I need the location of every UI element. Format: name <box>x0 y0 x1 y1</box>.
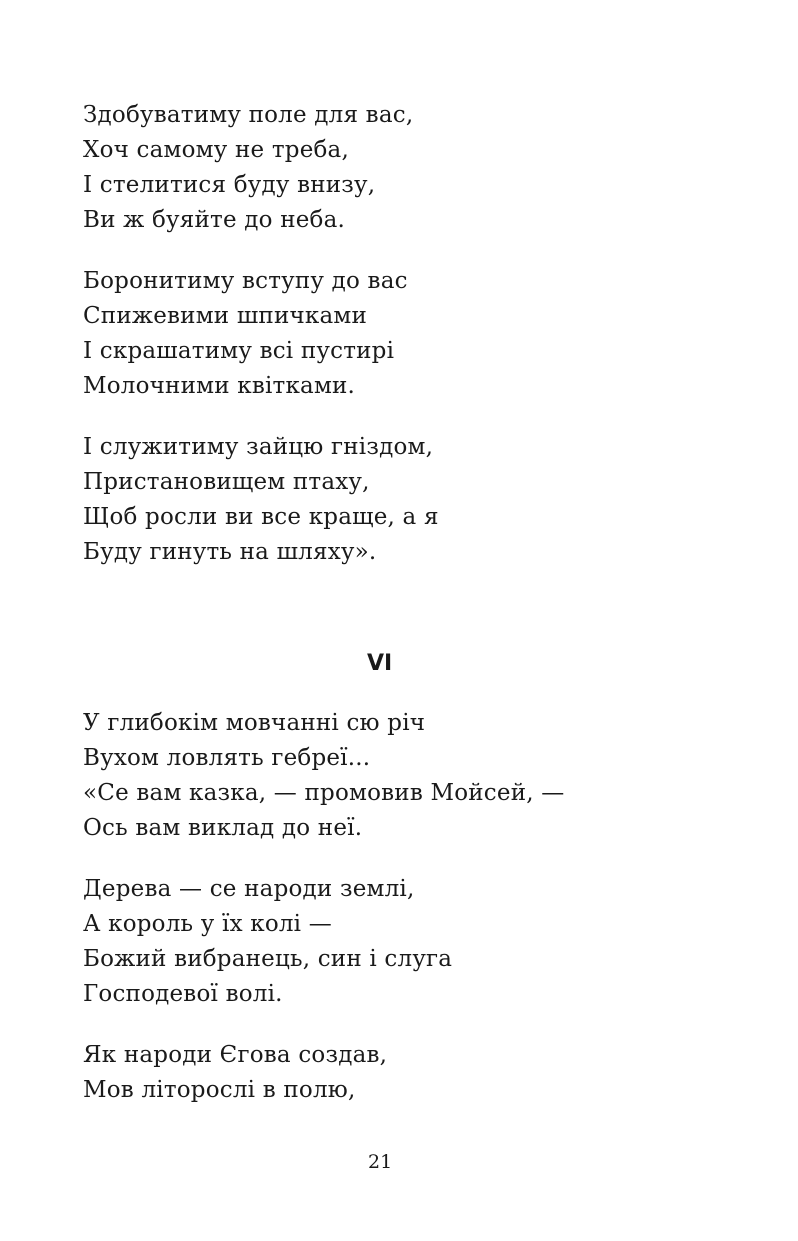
verse-line: Здобуватиму поле для вас, <box>83 102 414 128</box>
verse-line: Буду гинуть на шляху». <box>83 539 377 565</box>
verse-line: Спижевими шпичками <box>83 303 367 329</box>
page-number: 21 <box>368 1151 393 1173</box>
verse-line: Хоч самому не треба, <box>83 137 349 163</box>
verse-line: Ви ж буяйте до неба. <box>83 207 346 233</box>
stanza-6 <box>83 1038 723 1108</box>
verse-line: І стелитися буду внизу, <box>83 172 376 198</box>
verse-line: І скрашатиму всі пустирі <box>83 338 395 364</box>
stanza-2 <box>83 264 723 404</box>
verse-line: Щоб росли ви все краще, а я <box>83 504 439 530</box>
stanza-1 <box>83 98 723 238</box>
verse-line: У глибокім мовчанні сю річ <box>83 710 426 736</box>
verse-line: Божий вибранець, син і слуга <box>83 946 453 972</box>
verse-line: «Се вам казка, — промовив Мойсей, — <box>83 780 565 806</box>
verse-line: І служитиму зайцю гніздом, <box>83 434 434 460</box>
verse-line: Господевої волі. <box>83 981 283 1007</box>
verse-line: Боронитиму вступу до вас <box>83 268 408 294</box>
stanza-4 <box>83 706 723 846</box>
verse-line: Пристановищем птаху, <box>83 469 370 495</box>
verse-line: Мов літорослі в полю, <box>83 1077 356 1103</box>
verse-line: А король у їх колі — <box>83 911 332 937</box>
verse-line: Дерева — се народи землі, <box>83 876 415 902</box>
stanza-3 <box>83 430 723 570</box>
verse-line: Ось вам виклад до неї. <box>83 815 363 841</box>
stanza-5 <box>83 872 723 1012</box>
verse-line: Молочними квітками. <box>83 373 356 399</box>
section-number: VI <box>367 651 393 676</box>
verse-line: Як народи Єгова создав, <box>83 1042 388 1068</box>
verse-line: Вухом ловлять гебреї... <box>83 745 371 771</box>
